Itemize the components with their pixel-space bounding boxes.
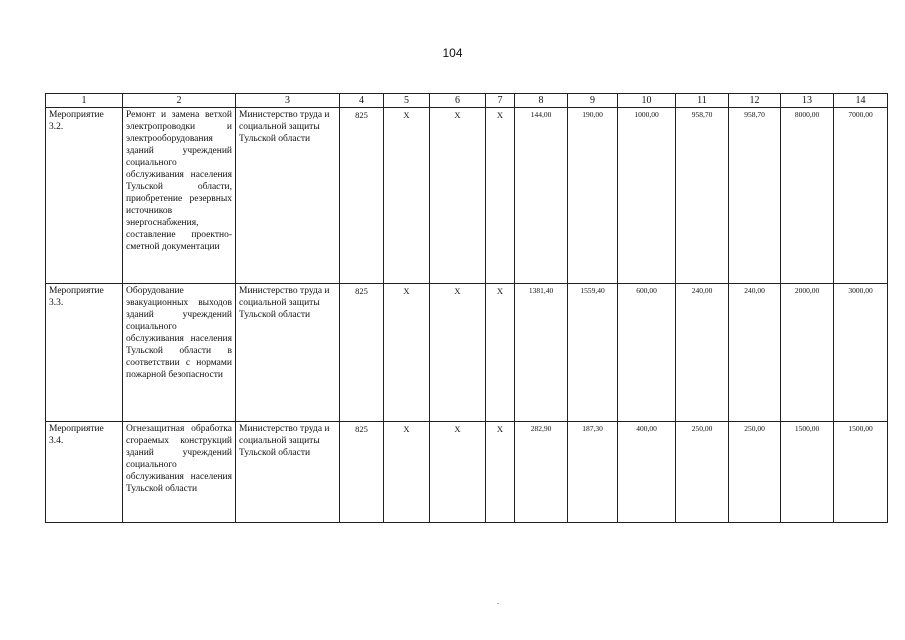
column-header: 6 xyxy=(430,94,486,108)
event-cell: Мероприятие 3.3. xyxy=(46,284,123,422)
value-cell: 958,70 xyxy=(729,108,781,284)
column-header: 4 xyxy=(340,94,384,108)
description-cell: Огнезащитная обработка сгораемых конструкций зданий учреждений социального обслуживания населения Тульской области xyxy=(123,422,236,523)
header-row xyxy=(46,94,888,108)
value-cell: 240,00 xyxy=(729,284,781,422)
value-cell: X xyxy=(430,422,486,523)
column-header: 2 xyxy=(123,94,236,108)
column-header: 3 xyxy=(236,94,340,108)
table-row xyxy=(46,422,888,523)
code-cell: 825 xyxy=(340,284,384,422)
column-header: 8 xyxy=(515,94,568,108)
value-cell: 144,00 xyxy=(515,108,568,284)
value-cell: 1500,00 xyxy=(834,422,888,523)
column-header: 5 xyxy=(384,94,430,108)
event-cell: Мероприятие 3.2. xyxy=(46,108,123,284)
executor-cell: Министерство труда и социальной защиты Тульской области xyxy=(236,284,340,422)
value-cell: X xyxy=(486,422,515,523)
value-cell: 958,70 xyxy=(676,108,729,284)
value-cell: 400,00 xyxy=(618,422,676,523)
table-row xyxy=(46,284,888,422)
value-cell: X xyxy=(384,108,430,284)
value-cell: 282,90 xyxy=(515,422,568,523)
column-header: 10 xyxy=(618,94,676,108)
value-cell: X xyxy=(384,422,430,523)
column-header: 1 xyxy=(46,94,123,108)
column-header: 12 xyxy=(729,94,781,108)
value-cell: X xyxy=(384,284,430,422)
value-cell: 1500,00 xyxy=(781,422,834,523)
code-cell: 825 xyxy=(340,422,384,523)
value-cell: 240,00 xyxy=(676,284,729,422)
description-cell: Ремонт и замена ветхой электропроводки и электрооборудования зданий учреждений социального обслуживания населения Тульской области, приобретение резервных источников энергоснабжения, составление проектно-сметной документации xyxy=(123,108,236,284)
description-cell: Оборудование эвакуационных выходов зданий учреждений социального обслуживания населения Тульской области в соответствии с нормами пожарной безопасности xyxy=(123,284,236,422)
table-row xyxy=(46,108,888,284)
code-cell: 825 xyxy=(340,108,384,284)
value-cell: 7000,00 xyxy=(834,108,888,284)
scan-speck xyxy=(497,603,499,604)
value-cell: X xyxy=(486,108,515,284)
value-cell: 8000,00 xyxy=(781,108,834,284)
executor-cell: Министерство труда и социальной защиты Тульской области xyxy=(236,422,340,523)
value-cell: 250,00 xyxy=(676,422,729,523)
value-cell: X xyxy=(486,284,515,422)
executor-cell: Министерство труда и социальной защиты Тульской области xyxy=(236,108,340,284)
value-cell: 600,00 xyxy=(618,284,676,422)
budget-table xyxy=(45,93,888,523)
value-cell: 187,30 xyxy=(568,422,618,523)
value-cell: X xyxy=(430,284,486,422)
value-cell: 250,00 xyxy=(729,422,781,523)
value-cell: 1000,00 xyxy=(618,108,676,284)
value-cell: 190,00 xyxy=(568,108,618,284)
value-cell: 2000,00 xyxy=(781,284,834,422)
column-header: 7 xyxy=(486,94,515,108)
value-cell: 3000,00 xyxy=(834,284,888,422)
column-header: 14 xyxy=(834,94,888,108)
column-header: 9 xyxy=(568,94,618,108)
column-header: 11 xyxy=(676,94,729,108)
value-cell: 1559,40 xyxy=(568,284,618,422)
value-cell: X xyxy=(430,108,486,284)
column-header: 13 xyxy=(781,94,834,108)
page-number: 104 xyxy=(442,46,463,60)
event-cell: Мероприятие 3.4. xyxy=(46,422,123,523)
value-cell: 1381,40 xyxy=(515,284,568,422)
